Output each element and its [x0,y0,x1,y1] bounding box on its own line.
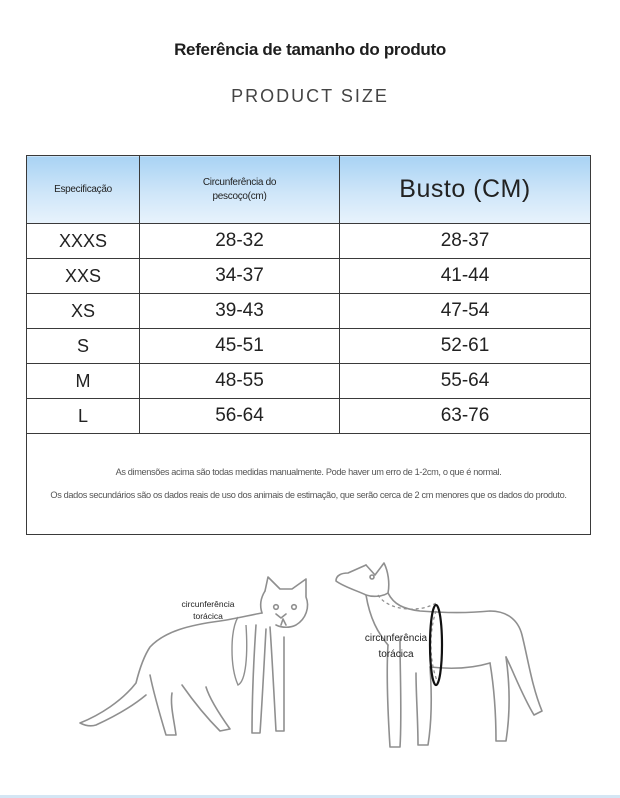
cell-size: M [27,364,140,399]
page-subtitle: PRODUCT SIZE [231,86,389,106]
header-bust: Busto (CM) [340,156,591,224]
dog-label-line1: circunferência [364,633,428,644]
cell-bust: 55-64 [340,364,591,399]
note-line: As dimensões acima são todas medidas manualmente. Pode haver um erro de 1-2cm, o que é normal. [115,467,502,477]
table-row [27,364,591,399]
cell-neck: 28-32 [140,224,340,259]
size-table [26,155,591,535]
dog-chest-measure-line [430,605,442,685]
cell-size: XXS [27,259,140,294]
cell-bust: 41-44 [340,259,591,294]
cell-size: S [27,329,140,364]
page-title: Referência de tamanho do produto [174,40,446,59]
cell-size: L [27,399,140,434]
dog-label-line2: torácica [378,649,414,660]
cell-bust: 47-54 [340,294,591,329]
header-spec: Especificação [27,156,140,224]
dog-outline [336,563,542,747]
cat-label-line2: torácica [193,611,223,621]
cell-neck: 39-43 [140,294,340,329]
header-neck-line2: pescoço(cm) [212,190,267,202]
table-notes-row [27,434,591,535]
table-row [27,399,591,434]
table-row [27,259,591,294]
cell-neck: 56-64 [140,399,340,434]
cell-size: XS [27,294,140,329]
cat-label-line1: circunferência [181,599,235,609]
header-neck [140,156,340,224]
cell-neck: 48-55 [140,364,340,399]
pet-measurement-illustration [70,555,550,755]
note-line: Os dados secundários são os dados reais de uso dos animais de estimação, que serão cerca de 2 cm menores que os dados do produto. [50,490,567,500]
cell-bust: 63-76 [340,399,591,434]
cell-bust: 52-61 [340,329,591,364]
notes-cell [27,434,591,535]
table-row [27,224,591,259]
table-row [27,294,591,329]
dog-neck-measure-line [378,595,436,609]
cell-bust: 28-37 [340,224,591,259]
table-row [27,329,591,364]
cell-size: XXXS [27,224,140,259]
header-neck-line1: Circunferência do [202,176,277,188]
table-header-row [27,156,591,224]
cell-neck: 45-51 [140,329,340,364]
cat-chest-measure-line [232,617,247,685]
cell-neck: 34-37 [140,259,340,294]
